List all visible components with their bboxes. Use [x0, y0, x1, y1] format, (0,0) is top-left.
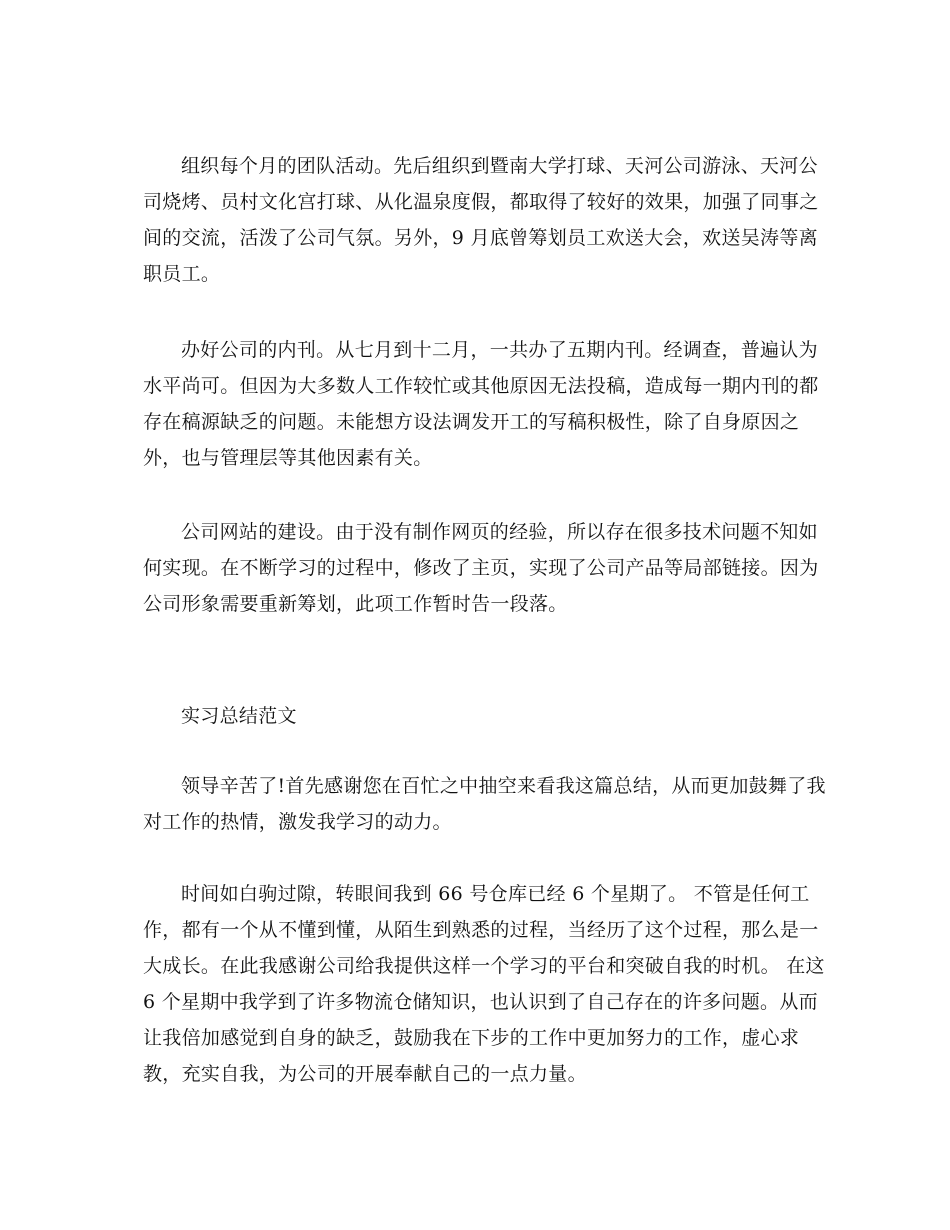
paragraph-6-line-1: 时间如白驹过隙，转眼间我到 66 号仓库已经 6 个星期了。 不管是任何工 [181, 883, 810, 905]
paragraph-1-line-2: 司烧烤、员村文化宫打球、从化温泉度假，都取得了较好的效果，加强了同事之 [143, 191, 819, 213]
paragraph-2-line-3: 存在稿源缺乏的问题。未能想方设法调发开工的写稿积极性，除了自身原因之 [143, 411, 800, 433]
paragraph-2-line-1: 办好公司的内刊。从七月到十二月，一共办了五期内刊。经调查，普遍认为 [181, 339, 818, 361]
paragraph-2-line-4: 外，也与管理层等其他因素有关。 [143, 447, 433, 469]
paragraph-3-line-2: 何实现。在不断学习的过程中，修改了主页，实现了公司产品等局部链接。因为 [143, 557, 819, 579]
paragraph-6-line-3: 大成长。在此我感谢公司给我提供这样一个学习的平台和突破自我的时机。 在这 [143, 955, 825, 977]
paragraph-3-line-3: 公司形象需要重新筹划，此项工作暂时告一段落。 [143, 593, 568, 615]
paragraph-6-line-5: 让我倍加感觉到自身的缺乏，鼓励我在下步的工作中更加努力的工作，虚心求 [143, 1027, 800, 1049]
paragraph-1-line-4: 职员工。 [143, 263, 221, 285]
paragraph-5-line-1: 领导辛苦了!首先感谢您在百忙之中抽空来看我这篇总结，从而更加鼓舞了我 [181, 775, 826, 797]
paragraph-2-line-2: 水平尚可。但因为大多数人工作较忙或其他原因无法投稿，造成每一期内刊的都 [143, 375, 819, 397]
paragraph-5-line-2: 对工作的热情，激发我学习的动力。 [143, 811, 452, 833]
paragraph-6-line-2: 作，都有一个从不懂到懂，从陌生到熟悉的过程，当经历了这个过程，那么是一 [143, 919, 819, 941]
paragraph-1-line-3: 间的交流，活泼了公司气氛。另外，9 月底曾筹划员工欢送大会，欢送吴涛等离 [143, 227, 818, 249]
paragraph-6-line-4: 6 个星期中我学到了许多物流仓储知识，也认识到了自己存在的许多问题。从而 [143, 991, 818, 1013]
paragraph-6-line-6: 教，充实自我，为公司的开展奉献自己的一点力量。 [143, 1063, 587, 1085]
paragraph-1-line-1: 组织每个月的团队活动。先后组织到暨南大学打球、天河公司游泳、天河公 [181, 155, 818, 177]
section-heading: 实习总结范文 [181, 705, 297, 727]
paragraph-3-line-1: 公司网站的建设。由于没有制作网页的经验，所以存在很多技术问题不知如 [181, 521, 818, 543]
